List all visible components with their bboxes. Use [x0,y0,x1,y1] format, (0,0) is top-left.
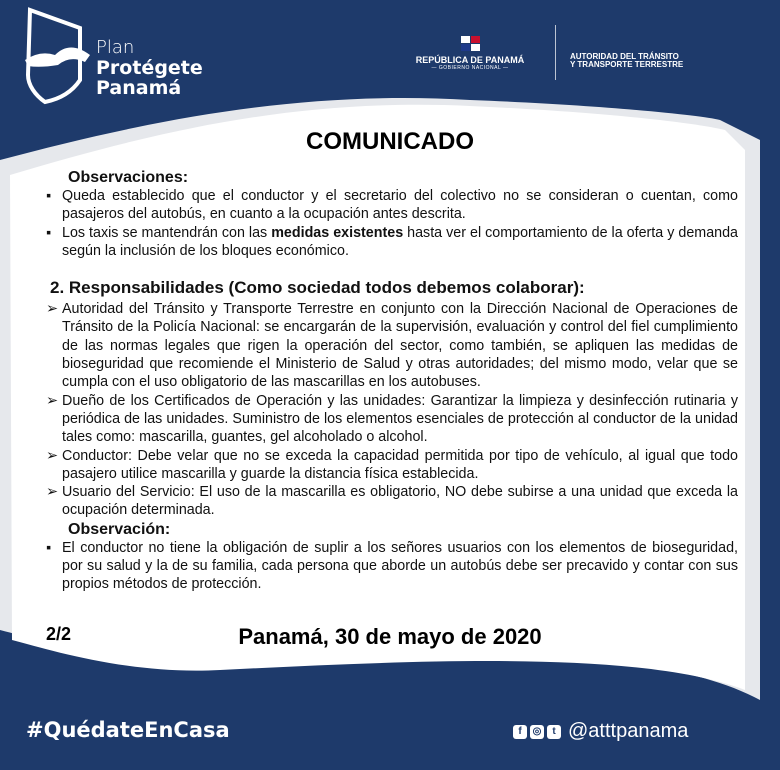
item-text: Conductor: Debe velar que no se exceda la capacidad permitida por tipo de vehículo, al igual que todo pasajero utilice mascarilla y guarde la distancia física establecida. [62,447,738,482]
republica-text: REPÚBLICA DE PANAMÁ [415,55,525,65]
section-heading: Observaciones: [68,169,189,186]
logo-line: Protégete [96,57,203,79]
panama-flag-icon [461,36,480,51]
section-heading: 2. Responsabilidades (Como sociedad todos debemos colaborar): [50,278,585,298]
item-text: Autoridad del Tránsito y Transporte Terrestre en conjunto con la Dirección Nacional de Operaciones de Tránsito de la Policía Nacional: se encargarán de la supervisión, evaluación y control del fiel cumplimiento de las normas legales que rigen la operación del sector, como también, se apliquen las medidas de bioseguridad que recomiende el Ministerio de Salud y otras autoridades; del mismo modo, velar que se cumpla con el uso obligatorio de las mascarillas en los autobuses. [62,301,738,391]
instagram-icon[interactable]: ◎ [530,725,544,739]
list-item: ▪ Los taxis se mantendrán con las medidas existentes hasta ver el comportamiento de la oferta y demanda según la inclusión de los bloques económico. [46,224,739,259]
social-handle: @atttpanama [568,720,689,742]
republica-logo [405,30,535,71]
twitter-icon[interactable]: t [547,725,561,739]
item-text: Usuario del Servicio: El uso de la mascarilla es obligatorio, NO debe subirse a una unidad que exceda la ocupación determinada. [62,484,738,519]
date-place: Panamá, [238,624,335,649]
list-item: ▪ El conductor no tiene la obligación de suplir a los señores usuarios con los elementos de bioseguridad, por su salud y la de su familia, cada persona que aborde un autobús debe ser precavido y contar con sus propios métodos de protección. [46,539,738,593]
attt-logo [570,53,683,69]
divider [555,25,556,80]
gobierno-text: — GOBIERNO NACIONAL — [431,65,509,71]
item-text: Dueño de los Certificados de Operación y las unidades: Garantizar la limpieza y desinfección rutinaria y periódica de las unidades. Suministro de los elementos esenciales de protección al conductor de la unidad tales como: mascarilla, guantes, gel alcoholado o alcohol. [62,392,738,446]
document-body [44,168,738,594]
item-text: El conductor no tiene la obligación de suplir a los señores usuarios con los elementos de bioseguridad, por su salud y la de su familia, cada persona que aborde un autobús debe ser precavido y contar con sus propios métodos de protección. [62,539,738,593]
item-text: hasta ver el comportamiento de la oferta y demanda según la inclusión de los bloques económico. [62,224,739,259]
attt-line: Y TRANSPORTE TERRESTRE [570,60,684,69]
date-line [0,624,780,650]
facebook-icon[interactable]: f [513,725,527,739]
page-title: COMUNICADO [306,128,474,155]
page-number: 2/2 [46,624,72,644]
list-item: ➢ Usuario del Servicio: El uso de la mascarilla es obligatorio, NO debe subirse a una unidad que exceda la ocupación determinada. [46,484,738,519]
item-text: Los taxis se mantendrán con las [62,224,272,241]
item-text: Queda establecido que el conductor y el secretario del colectivo no se consideran o cuentan, como pasajeros del autobús, en cuanto a la ocupación antes descrita. [62,188,738,223]
list-item: ▪ Queda establecido que el conductor y el secretario del colectivo no se consideran o cuentan, como pasajeros del autobús, en cuanto a la ocupación antes descrita. [46,188,738,223]
social-handles [513,720,688,743]
item-bold-text: medidas existentes [271,224,404,241]
attt-line: AUTORIDAD DEL TRÁNSITO [570,52,679,61]
date-day: 30 [334,624,360,649]
list-item: ➢ Dueño de los Certificados de Operación y las unidades: Garantizar la limpieza y desinfección rutinaria y periódica de las unidades. Suministro de los elementos esenciales de protección al conductor de la unidad tales como: mascarilla, guantes, gel alcoholado o alcohol. [46,392,738,446]
list-item: ➢ Conductor: Debe velar que no se exceda la capacidad permitida por tipo de vehículo, al igual que todo pasajero utilice mascarilla y guarde la distancia física establecida. [46,447,738,482]
hashtag: #QuédateEnCasa [26,718,230,742]
list-item: ➢ Autoridad del Tránsito y Transporte Terrestre en conjunto con la Dirección Nacional de Operaciones de Tránsito de la Policía Nacional: se encargarán de la supervisión, evaluación y control del fiel cumplimiento de las normas legales que rigen la operación del sector, como también, se apliquen las medidas de bioseguridad que recomiende el Ministerio de Salud y otras autoridades; del mismo modo, velar que se cumpla con el uso obligatorio de las mascarillas en los autobuses. [46,301,738,391]
section-heading: Observación: [68,520,171,538]
date-rest: de mayo de 2020 [359,624,542,649]
plan-protegete-logo [96,38,203,98]
logo-line: Plan [96,37,135,58]
logo-line: Panamá [96,77,182,99]
